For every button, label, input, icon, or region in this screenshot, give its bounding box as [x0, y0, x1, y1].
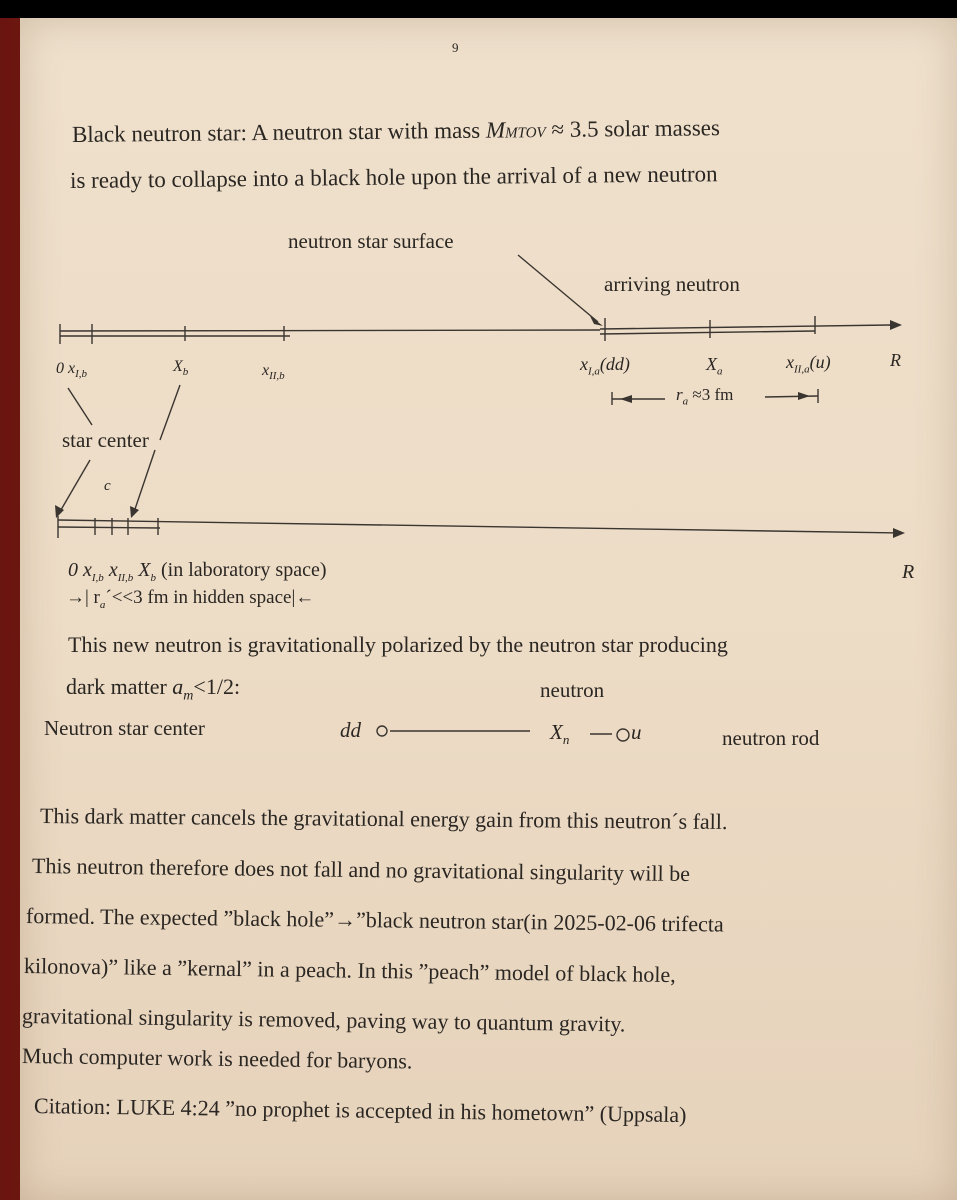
label-x2a: $x_{II,a}(u)$ [786, 352, 831, 376]
pointer-c-right [133, 450, 155, 515]
ra-label: $r_a \approx 3$ fm [676, 385, 734, 408]
mass-symbol: MMTOV [485, 117, 546, 143]
label-xa: $X_a$ [706, 354, 723, 378]
rod-center-label: Neutron star center [44, 716, 205, 740]
bottom-axis-double [58, 527, 160, 528]
top-axis-arrowhead [890, 320, 902, 330]
label-r-top: R [890, 350, 901, 370]
star-center-label: star center [62, 428, 149, 452]
rod-dd-circle [377, 726, 387, 736]
bottom-axis-arrowhead [893, 528, 905, 538]
paragraph2-line1: This dark matter cancels the gravitational energy gain from this neutron´s fall. [39, 803, 728, 834]
c-label: c [104, 478, 111, 494]
label-x1a: $x_{I,a}(dd)$ [580, 354, 630, 378]
rod-u-label: u [631, 720, 642, 744]
rod-label: neutron rod [722, 726, 820, 750]
bottom-axis-line [58, 520, 900, 533]
arriving-neutron-label: arriving neutron [604, 272, 740, 296]
lab-space-label: 0 $x_{I,b}$ $x_{II,b}$ $X_b$ (in laboratory space) [68, 559, 327, 584]
rod-xn-label: $X_n$ [550, 720, 570, 748]
label-x2b: $x_{II,b}$ [262, 362, 285, 383]
paragraph2-line3: formed. The expected ”black hole”→”black neutron star(in 2025-02-06 trifecta [25, 903, 724, 937]
heading-prefix: Black neutron star: A neutron star with mass [71, 117, 487, 147]
label-xb: $X_b$ [173, 358, 189, 379]
heading-line-2: is ready to collapse into a black hole upon the arrival of a new neutron [69, 161, 718, 193]
rod-u-circle [617, 729, 629, 741]
hidden-space-label: →| $r_a´<<3$ fm in hidden space|← [66, 587, 315, 611]
top-axis-line-right [600, 325, 890, 329]
paragraph2-line2: This neutron therefore does not fall and no gravitational singularity will be [31, 853, 691, 887]
heading-suffix: ≈ 3.5 solar masses [545, 115, 721, 143]
paragraph2-line6: Much computer work is needed for baryons. [21, 1043, 413, 1074]
label-zero-x1b: 0 $x_{I,b}$ [56, 360, 88, 381]
top-axis-line-left [60, 330, 600, 331]
paragraph1-line1: This new neutron is gravitationally polarized by the neutron star producing [68, 632, 728, 657]
citation-line: Citation: LUKE 4:24 ”no prophet is accepted in his hometown” (Uppsala) [33, 1093, 687, 1128]
surface-pointer [518, 255, 598, 322]
paragraph1-line2: dark matter $a_m<1/2$: [66, 674, 241, 704]
paragraph2-line5: gravitational singularity is removed, paving way to quantum gravity. [21, 1003, 626, 1037]
pointer-zero [68, 388, 92, 425]
label-r-bottom: R [902, 561, 915, 583]
mass-sub: MTOV [505, 125, 546, 142]
surface-label: neutron star surface [288, 229, 454, 253]
paragraph2-line4: kilonova)” like a ”kernal” in a peach. In this ”peach” model of black hole, [23, 953, 676, 988]
pointer-xb [160, 385, 180, 440]
rod-dd-label: dd [340, 718, 361, 742]
pointer-c-left [58, 460, 90, 515]
top-axis-double-right [600, 331, 815, 334]
page-number: 9 [452, 40, 459, 55]
ra-arrow-right [765, 396, 818, 397]
neutron-label: neutron [540, 678, 605, 702]
